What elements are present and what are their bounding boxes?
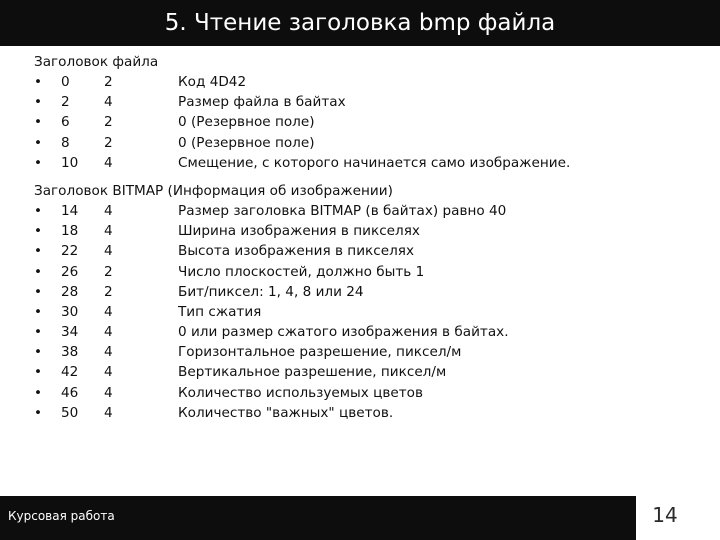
field-row: [34, 201, 694, 221]
field-offset: 6: [61, 114, 70, 131]
field-row: [34, 112, 694, 132]
field-description: 0 (Резервное поле): [178, 114, 315, 131]
field-description: Тип сжатия: [178, 303, 262, 320]
bullet-marker: •: [34, 404, 43, 421]
field-offset: 50: [61, 404, 79, 421]
slide-title: 5. Чтение заголовка bmp файла: [164, 10, 556, 36]
field-row: [34, 221, 694, 241]
field-offset: 14: [61, 202, 79, 219]
field-size: 4: [104, 223, 113, 240]
field-row: [34, 282, 694, 302]
bullet-marker: •: [34, 154, 43, 171]
field-offset: 10: [61, 154, 79, 171]
field-row: [34, 322, 694, 342]
footer-label: Курсовая работа: [8, 509, 115, 523]
field-offset: 34: [61, 324, 79, 341]
field-description: Бит/пиксел: 1, 4, 8 или 24: [178, 283, 364, 300]
bitmap-header-list: [34, 201, 694, 423]
field-description: Высота изображения в пикселях: [178, 243, 414, 260]
bullet-marker: •: [34, 384, 43, 401]
field-offset: 22: [61, 243, 79, 260]
field-size: 2: [104, 114, 113, 131]
bullet-marker: •: [34, 344, 43, 361]
bullet-marker: •: [34, 283, 43, 300]
field-offset: 8: [61, 134, 70, 151]
slide-content: [34, 52, 694, 423]
field-size: 4: [104, 364, 113, 381]
field-size: 4: [104, 94, 113, 111]
field-row: [34, 133, 694, 153]
page-number: 14: [652, 503, 678, 527]
field-size: 2: [104, 283, 113, 300]
field-offset: 2: [61, 94, 70, 111]
field-description: 0 (Резервное поле): [178, 134, 315, 151]
field-size: 4: [104, 404, 113, 421]
bullet-marker: •: [34, 134, 43, 151]
field-size: 4: [104, 202, 113, 219]
field-row: [34, 362, 694, 382]
field-description: 0 или размер сжатого изображения в байтах.: [178, 324, 509, 341]
bullet-marker: •: [34, 364, 43, 381]
footer-bar: [0, 496, 636, 540]
field-size: 4: [104, 324, 113, 341]
field-size: 4: [104, 384, 113, 401]
bullet-marker: •: [34, 263, 43, 280]
field-size: 4: [104, 154, 113, 171]
field-offset: 38: [61, 344, 79, 361]
field-description: Число плоскостей, должно быть 1: [178, 263, 425, 280]
section-heading-bitmap: Заголовок BITMAP (Информация об изображении): [34, 182, 393, 199]
field-offset: 28: [61, 283, 79, 300]
bullet-marker: •: [34, 74, 43, 90]
field-size: 2: [104, 134, 113, 151]
field-description: Вертикальное разрешение, пиксел/м: [178, 364, 447, 381]
field-size: 4: [104, 303, 113, 320]
field-offset: 46: [61, 384, 79, 401]
field-row: [34, 153, 694, 173]
field-offset: 42: [61, 364, 79, 381]
field-description: Размер файла в байтах: [178, 94, 346, 111]
bullet-marker: •: [34, 94, 43, 111]
field-row: [34, 241, 694, 261]
field-offset: 26: [61, 263, 79, 280]
bullet-marker: •: [34, 202, 43, 219]
field-row: [34, 342, 694, 362]
field-size: 2: [104, 263, 113, 280]
field-description: Смещение, с которого начинается само изображение.: [178, 154, 571, 171]
title-bar: [0, 0, 720, 46]
field-description: Количество "важных" цветов.: [178, 404, 394, 421]
bullet-marker: •: [34, 223, 43, 240]
field-row: [34, 383, 694, 403]
field-row: [34, 72, 694, 92]
bullet-marker: •: [34, 303, 43, 320]
bullet-marker: •: [34, 243, 43, 260]
field-offset: 0: [61, 74, 70, 90]
bullet-marker: •: [34, 114, 43, 131]
field-description: Размер заголовка BITMAP (в байтах) равно 40: [178, 202, 507, 219]
bullet-marker: •: [34, 324, 43, 341]
field-description: Ширина изображения в пикселях: [178, 223, 420, 240]
field-row: [34, 403, 694, 423]
field-size: 4: [104, 243, 113, 260]
file-header-list: [34, 72, 694, 173]
field-offset: 18: [61, 223, 79, 240]
field-description: Код 4D42: [178, 74, 247, 90]
field-row: [34, 262, 694, 282]
field-row: [34, 92, 694, 112]
field-size: 4: [104, 344, 113, 361]
field-offset: 30: [61, 303, 79, 320]
field-description: Количество используемых цветов: [178, 384, 424, 401]
field-size: 2: [104, 74, 113, 90]
field-row: [34, 302, 694, 322]
section-heading-file: Заголовок файла: [34, 54, 159, 70]
field-description: Горизонтальное разрешение, пиксел/м: [178, 344, 462, 361]
